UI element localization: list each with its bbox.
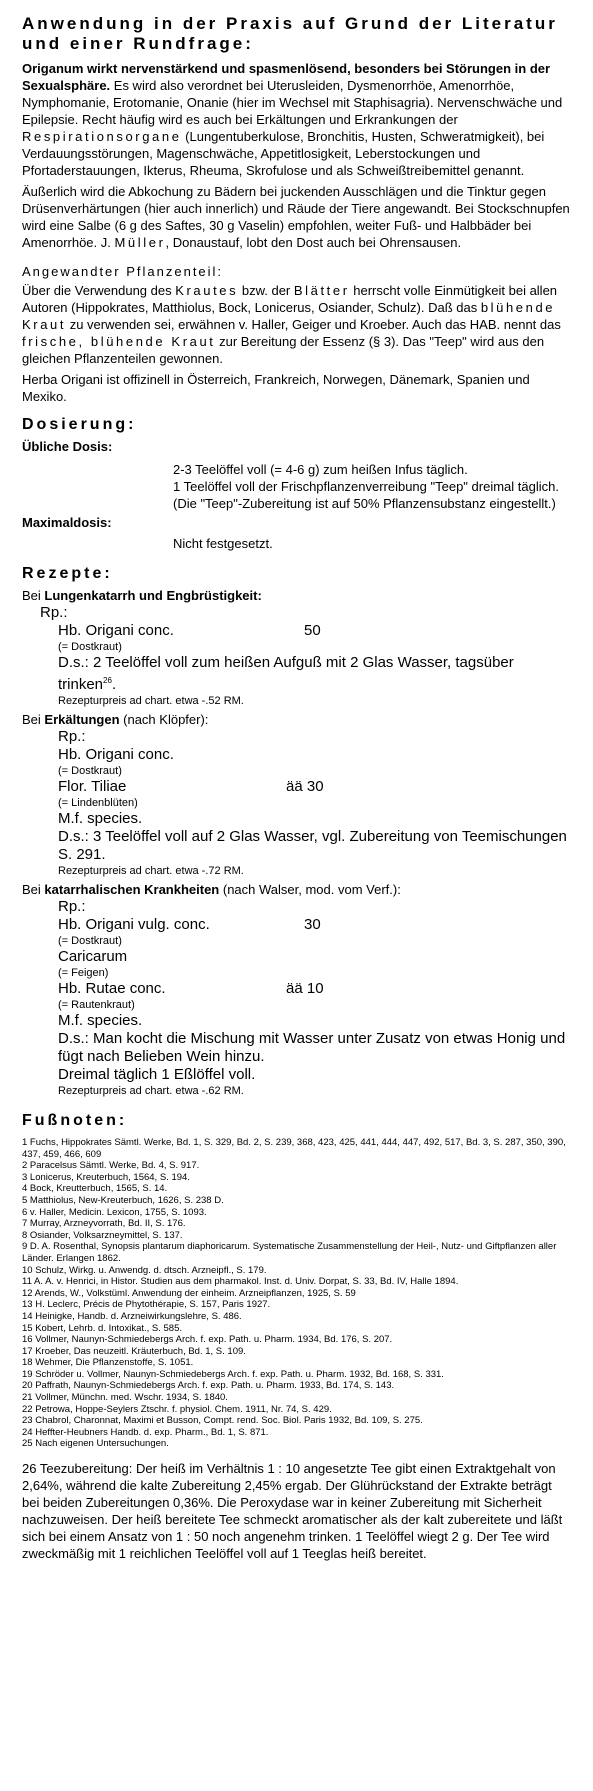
recipe-rp: Rp.:: [58, 898, 86, 915]
recipe-ingredient: [40, 622, 571, 640]
paragraph-text: Äußerlich wird die Abkochung zu Bädern bei juckenden Ausschlägen und die Tinktur gegen Drüsenverhärtungen (hier auch innerlich) und Räude der Tiere angewandt. Bei Stockschnupfen wird eine Salbe (6 g des Saftes, 30 g Vaselin) empfohlen, weiter Fuß- und Halbbäder bei Amenorrhöe. J.: [22, 184, 570, 250]
spaced-term: frische, blühende Kraut: [22, 334, 216, 349]
footnote: 19 Schröder u. Vollmer, Naunyn-Schmiedebergs Arch. f. exp. Path. u. Pharm. 1932, Bd. 168, S. 331.: [22, 1368, 444, 1380]
footnote: 21 Vollmer, Münchn. med. Wschr. 1934, S. 1840.: [22, 1392, 228, 1404]
spaced-term: Müller: [114, 235, 166, 250]
recipe-intro-text: Bei: [22, 588, 45, 603]
section-heading-recipes: Rezepte:: [22, 565, 113, 582]
footnote: 13 H. Leclerc, Précis de Phytothérapie, S. 157, Paris 1927.: [22, 1299, 271, 1311]
recipe-directions: Dreimal täglich 1 Eßlöffel voll.: [58, 1066, 256, 1083]
footnote: 24 Heffter-Heubners Handb. d. exp. Pharm., Bd. 1, S. 871.: [22, 1426, 269, 1438]
max-dose-label: Maximaldosis:: [22, 515, 112, 530]
recipe-intro-text: Bei: [22, 882, 45, 897]
dose-line: 2-3 Teelöffel voll (= 4-6 g) zum heißen Infus täglich.: [173, 462, 468, 477]
section-heading-application: Anwendung in der Praxis auf Grund der Literatur und einer Rundfrage:: [22, 14, 558, 53]
footnote: 23 Chabrol, Charonnat, Maximi et Busson, Compt. rend. Soc. Biol. Paris 1932, Bd. 109, S. 275.: [22, 1415, 423, 1427]
recipe-ingredient: [40, 778, 571, 796]
footnote: 25 Nach eigenen Untersuchungen.: [22, 1438, 169, 1450]
footnote: 7 Murray, Arzneyvorrath, Bd. II, S. 176.: [22, 1218, 186, 1230]
recipe-price: Rezepturpreis ad chart. etwa -.52 RM.: [58, 695, 244, 707]
spaced-term: blühende Kraut: [22, 300, 556, 332]
max-dose-value: [22, 535, 571, 552]
paragraph-officinal: Herba Origani ist offizinell in Österreich, Frankreich, Norwegen, Dänemark, Spanien und Mexiko.: [22, 372, 530, 404]
recipe-ingredient: [40, 980, 571, 998]
paragraph-lead: Origanum wirkt nervenstärkend und spasmenlösend, besonders bei Störungen in der Sexualsphäre.: [22, 61, 551, 93]
footnote: 16 Vollmer, Naunyn-Schmiedebergs Arch. f. exp. Path. u. Pharm. 1934, Bd. 176, S. 207.: [22, 1334, 393, 1346]
recipe-mix: M.f. species.: [58, 1012, 143, 1029]
recipe-price: Rezepturpreis ad chart. etwa -.62 RM.: [58, 1085, 244, 1097]
usual-dose-values: [22, 461, 571, 512]
recipe-1: [22, 604, 571, 709]
paragraph-text: , Donaustauf, lobt den Dost auch bei Ohrensausen.: [165, 235, 462, 250]
footnote: 11 A. A. v. Henrici, in Histor. Studien aus dem pharmakol. Inst. d. Univ. Dorpat, S. 33, Bd. IV, Halle 1894.: [22, 1276, 459, 1288]
ingredient-quantity: 50: [304, 622, 321, 639]
recipe-rp: Rp.:: [58, 728, 86, 745]
footnote: 1 Fuchs, Hippokrates Sämtl. Werke, Bd. 1, S. 329, Bd. 2, S. 239, 368, 423, 425, 441, 444, 447, 492, 517, Bd. 3, S. 287, 350, 390, 437, 459, 466, 609: [22, 1137, 566, 1160]
ingredient-quantity: ää 30: [286, 778, 324, 795]
recipe-ingredient: [40, 948, 571, 966]
recipe-2: [22, 728, 571, 879]
paragraph-external-use: [22, 183, 571, 251]
paragraph-text: (Lungentuberkulose, Bronchitis, Husten, Schweratmigkeit), bei Verdauungsstörungen, Magenschwäche, Appetitlosigkeit, Leberstockungen und Pfortaderstauungen, Ikterus, Rheuma, Skrofulose und als Schweißtreibemittel genannt.: [22, 129, 545, 178]
recipe-intro-text: (nach Walser, mod. vom Verf.):: [219, 882, 401, 897]
recipe-indication: Lungenkatarrh und Engbrüstigkeit:: [44, 588, 262, 603]
paragraph-text: Über die Verwendung des: [22, 283, 176, 298]
footnote: 10 Schulz, Wirkg. u. Anwendg. d. dtsch. Arzneipfl., S. 179.: [22, 1264, 267, 1276]
paragraph-text: bzw. der: [238, 283, 294, 298]
ingredient-name: Hb. Origani conc.: [58, 746, 174, 763]
footnote-ref: 26: [103, 676, 112, 685]
recipe-directions: [40, 654, 571, 694]
footnote: 14 Heinigke, Handb. d. Arzneiwirkungslehre, S. 486.: [22, 1310, 242, 1322]
recipe-3: [22, 898, 571, 1099]
recipe-intro-text: (nach Klöpfer):: [119, 712, 209, 727]
section-heading-dosage: Dosierung:: [22, 416, 137, 433]
spaced-term: Blätter: [293, 283, 350, 298]
paragraph-text: herrscht volle Einmütigkeit bei allen Autoren (Hippokrates, Matthiolus, Bock, Lonicerus, Osiander, Schulz). Daß das: [22, 283, 558, 315]
footnote-list: [22, 1137, 571, 1450]
recipe-indication: Erkältungen: [44, 712, 120, 727]
ingredient-quantity: 30: [304, 916, 321, 933]
paragraph-plant-part: [22, 282, 571, 367]
footnote: 18 Wehmer, Die Pflanzenstoffe, S. 1051.: [22, 1357, 194, 1369]
footnote: 12 Arends, W., Volkstüml. Anwendung der einheim. Arzneipflanzen, 1925, S. 59: [22, 1287, 356, 1299]
directions-text: D.s.: 2 Teelöffel voll zum heißen Aufguß mit 2 Glas Wasser, tagsüber trinken: [58, 654, 514, 693]
recipe-directions: D.s.: 3 Teelöffel voll auf 2 Glas Wasser, vgl. Zubereitung von Teemischungen S. 291.: [58, 828, 567, 863]
ingredient-gloss: (= Dostkraut): [58, 765, 122, 777]
footnote: 17 Kroeber, Das neuzeitl. Kräuterbuch, Bd. 1, S. 109.: [22, 1345, 246, 1357]
recipe-intro-1: [22, 587, 571, 604]
recipe-intro-text: Bei: [22, 712, 45, 727]
paragraph-text: zu verwenden sei, erwähnen v. Haller, Geiger und Kroeber. Auch das HAB. nennt das: [66, 317, 561, 332]
footnote: 6 v. Haller, Medicin. Lexicon, 1755, S. 1093.: [22, 1206, 207, 1218]
footnote: 9 D. A. Rosenthal, Synopsis plantarum diaphoricarum. Systematische Zusammenstellung der Heil-, Nutz- und Giftpflanzen aller Länder. Erlangen 1862.: [22, 1241, 557, 1264]
recipe-price: Rezepturpreis ad chart. etwa -.72 RM.: [58, 865, 244, 877]
dose-line: (Die "Teep"-Zubereitung ist auf 50% Pflanzensubstanz eingestellt.): [173, 496, 556, 511]
dose-line: Nicht festgesetzt.: [173, 536, 273, 551]
footnote: 20 Paffrath, Naunyn-Schmiedebergs Arch. f. exp. Path. u. Pharm. 1933, Bd. 174, S. 143.: [22, 1380, 395, 1392]
footnote: 3 Lonicerus, Kreuterbuch, 1564, S. 194.: [22, 1171, 190, 1183]
footnote: 5 Matthiolus, New-Kreuterbuch, 1626, S. 238 D.: [22, 1194, 224, 1206]
ingredient-name: Hb. Rutae conc.: [58, 980, 166, 997]
ingredient-name: Hb. Origani conc.: [58, 622, 174, 639]
spaced-term: Krautes: [175, 283, 239, 298]
ingredient-name: Flor. Tiliae: [58, 778, 127, 795]
footnote: 22 Petrowa, Hoppe-Seylers Ztschr. f. physiol. Chem. 1911, Nr. 74, S. 429.: [22, 1403, 332, 1415]
recipe-mix: M.f. species.: [58, 810, 143, 827]
ingredient-name: Caricarum: [58, 948, 128, 965]
ingredient-name: Hb. Origani vulg. conc.: [58, 916, 210, 933]
recipe-indication: katarrhalischen Krankheiten: [44, 882, 220, 897]
subheading-plant-part: Angewandter Pflanzenteil:: [22, 264, 224, 279]
paragraph-text: zur Bereitung der Essenz (§ 3). Das "Teep" wird aus den gleichen Pflanzenteilen gewonnen.: [22, 334, 545, 366]
footnote: 8 Osiander, Volksarzneymittel, S. 137.: [22, 1229, 183, 1241]
section-heading-footnotes: Fußnoten:: [22, 1112, 128, 1129]
footnote: 15 Kobert, Lehrb. d. Intoxikat., S. 585.: [22, 1322, 183, 1334]
recipe-ingredient: [40, 746, 571, 764]
recipe-intro-3: [22, 881, 571, 898]
ingredient-gloss: (= Dostkraut): [58, 641, 122, 653]
ingredient-gloss: (= Rautenkraut): [58, 999, 135, 1011]
recipe-ingredient: [40, 916, 571, 934]
spaced-term: Respirationsorgane: [22, 129, 182, 144]
ingredient-quantity: ää 10: [286, 980, 324, 997]
ingredient-gloss: (= Dostkraut): [58, 935, 122, 947]
footnote: 4 Bock, Kreutterbuch, 1565, S. 14.: [22, 1183, 168, 1195]
footnote: 2 Paracelsus Sämtl. Werke, Bd. 4, S. 917.: [22, 1160, 200, 1172]
paragraph-text: Es wird also verordnet bei Uterusleiden, Dysmenorrhöe, Amenorrhöe, Nymphomanie, Erotomanie, Onanie (hier im Wechsel mit Staphisagria). Nervenschwäche und Epilepsie. Recht häufig wird es auch bei Erkältungen und Erkrankungen der: [22, 78, 563, 127]
dose-line: 1 Teelöffel voll der Frischpflanzenverreibung "Teep" dreimal täglich.: [173, 479, 559, 494]
footnote-26-tea-preparation: 26 Teezubereitung: Der heiß im Verhältnis 1 : 10 angesetzte Tee gibt einen Extraktgehalt von 2,64%, während die kalte Zubereitung 2,45% ergab. Der Glührückstand der Extrakte beträgt bei beiden Zubereitungen 0,36%. Die Peroxydase war in keiner Zubereitung mit Sicherheit nachzuweisen. Der heiß bereitete Tee schmeckt aromatischer als der kalt zubereitete und läßt sich bei einem Ansatz von 1 : 50 noch angenehm trinken. 1 Teelöffel wiegt 2 g. Der Tee wird zweckmäßig mit 1 reichlichen Teelöffel voll auf 1 Teeglas heiß bereitet.: [22, 1461, 563, 1562]
usual-dose-label: Übliche Dosis:: [22, 439, 113, 454]
recipe-rp: Rp.:: [40, 604, 68, 621]
ingredient-gloss: (= Feigen): [58, 967, 109, 979]
paragraph-indications: [22, 60, 571, 179]
ingredient-gloss: (= Lindenblüten): [58, 797, 138, 809]
recipe-intro-2: [22, 711, 571, 728]
directions-text: .: [111, 676, 117, 693]
recipe-directions: D.s.: Man kocht die Mischung mit Wasser unter Zusatz von etwas Honig und fügt nach Belieben Wein hinzu.: [58, 1030, 566, 1065]
